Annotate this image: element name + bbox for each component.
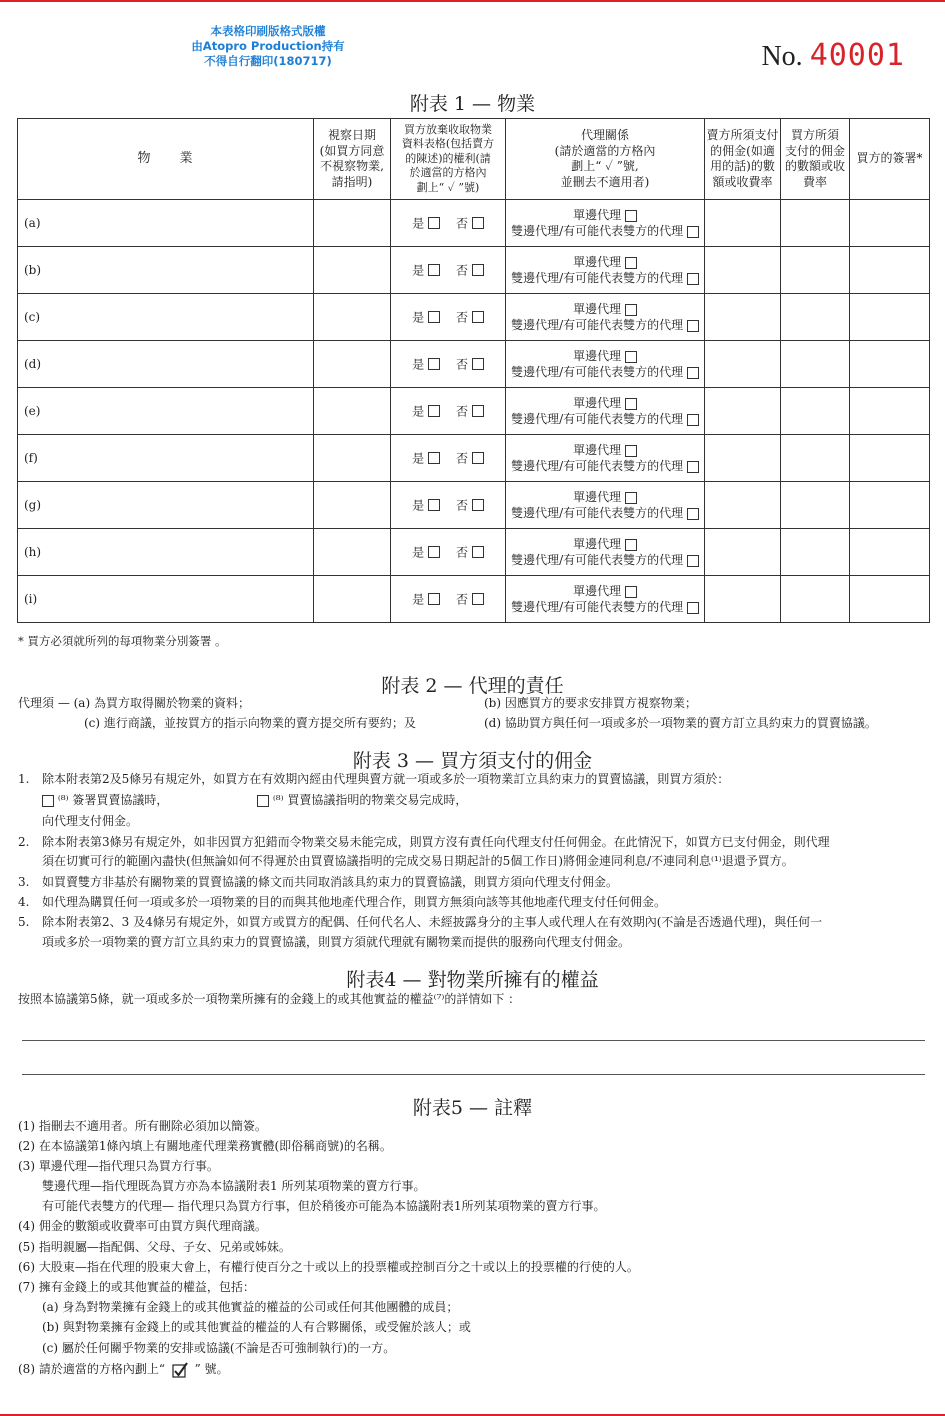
yes-label: 是 xyxy=(412,310,425,325)
seller-commission-cell[interactable] xyxy=(705,294,781,341)
waiver-cell xyxy=(391,482,506,529)
table-row xyxy=(18,435,930,482)
property-label: (a) xyxy=(18,200,314,247)
dual-agency-label: 雙邊代理/有可能代表雙方的代理 xyxy=(511,600,684,614)
document-number xyxy=(761,38,905,73)
schedule-1-footnote: * 買方必須就所列的每項物業分別簽署 。 xyxy=(18,634,227,648)
view-date-cell[interactable] xyxy=(314,247,391,294)
header-line: 買方所須 xyxy=(790,128,839,142)
single-agency-checkbox[interactable] xyxy=(625,210,637,222)
single-agency-label: 單邊代理 xyxy=(573,396,622,410)
yes-label: 是 xyxy=(412,498,425,513)
waiver-cell xyxy=(391,529,506,576)
no-label: 否 xyxy=(456,357,469,372)
agency-cell xyxy=(506,341,705,388)
property-label: (f) xyxy=(18,435,314,482)
no-checkbox[interactable] xyxy=(472,217,484,229)
header-line: 資料表格(包括賣方 xyxy=(401,137,495,151)
yes-label: 是 xyxy=(412,404,425,419)
header-line: 支付的佣金 xyxy=(784,143,845,158)
property-label: (e) xyxy=(18,388,314,435)
property-label: (d) xyxy=(18,341,314,388)
agency-cell xyxy=(506,200,705,247)
dual-agency-label: 雙邊代理/有可能代表雙方的代理 xyxy=(511,553,684,567)
duty-c: (c) 進行商議，並按買方的指示向物業的賣方提交所有要約；及 xyxy=(84,716,416,730)
duty-a: 代理須 — (a) 為買方取得關於物業的資料； xyxy=(18,696,250,710)
dual-agency-label: 雙邊代理/有可能代表雙方的代理 xyxy=(511,365,684,379)
waiver-cell xyxy=(391,341,506,388)
yes-checkbox[interactable] xyxy=(428,311,440,323)
header-line: 用的話)的數 xyxy=(710,159,775,173)
dual-agency-label: 雙邊代理/有可能代表雙方的代理 xyxy=(511,459,684,473)
no-label: 否 xyxy=(456,592,469,607)
table-row xyxy=(18,341,930,388)
table-header-row xyxy=(18,119,930,200)
view-date-cell[interactable] xyxy=(314,482,391,529)
note-8-text: (8) 請於適當的方格內劃上“ xyxy=(18,1362,165,1376)
yes-label: 是 xyxy=(412,545,425,560)
schedule-4-title: 附表4 — 對物業所擁有的權益 xyxy=(346,969,599,991)
document-number-label: No. xyxy=(761,41,803,72)
table-row xyxy=(18,294,930,341)
header-line: 額或收費率 xyxy=(712,174,773,189)
header-line: 賣方所須支付 xyxy=(706,128,779,142)
header-buyer-commission xyxy=(781,119,850,200)
document-number-value: 40001 xyxy=(809,38,905,73)
property-label: (c) xyxy=(18,294,314,341)
table-row xyxy=(18,388,930,435)
single-agency-label: 單邊代理 xyxy=(573,443,622,457)
header-line: 視察日期 xyxy=(327,128,376,142)
signature-cell[interactable] xyxy=(850,435,930,482)
single-agency-label: 單邊代理 xyxy=(573,349,622,363)
dual-agency-label: 雙邊代理/有可能代表雙方的代理 xyxy=(511,506,684,520)
waiver-cell xyxy=(391,294,506,341)
waiver-cell xyxy=(391,200,506,247)
dual-agency-label: 雙邊代理/有可能代表雙方的代理 xyxy=(511,271,684,285)
seller-commission-cell[interactable] xyxy=(705,529,781,576)
agency-cell xyxy=(506,247,705,294)
table-row xyxy=(18,529,930,576)
single-agency-checkbox[interactable] xyxy=(625,304,637,316)
agency-cell xyxy=(506,482,705,529)
dual-agency-label: 雙邊代理/有可能代表雙方的代理 xyxy=(511,318,684,332)
no-checkbox[interactable] xyxy=(472,452,484,464)
interest-entry-line[interactable] xyxy=(22,1040,925,1041)
clause-5-cont: 項或多於一項物業的賣方訂立具約束力的買賣協議，則買方須就代理就有關物業而提供的服務向代理支付佣金。 xyxy=(42,935,631,949)
copyright-line: 本表格印刷版格式版權 xyxy=(210,24,326,38)
option-on-completion xyxy=(257,791,467,810)
signature-cell[interactable] xyxy=(850,529,930,576)
agency-cell xyxy=(506,435,705,482)
note-8-text-end: ” 號。 xyxy=(194,1362,229,1376)
buyer-commission-cell[interactable] xyxy=(781,294,850,341)
table-row xyxy=(18,247,930,294)
no-label: 否 xyxy=(456,263,469,278)
agency-cell xyxy=(506,529,705,576)
dual-agency-checkbox[interactable] xyxy=(687,508,699,520)
buyer-commission-cell[interactable] xyxy=(781,482,850,529)
no-checkbox[interactable] xyxy=(472,358,484,370)
buyer-commission-cell[interactable] xyxy=(781,576,850,623)
agency-cell xyxy=(506,388,705,435)
no-checkbox[interactable] xyxy=(472,499,484,511)
clause-4: 如代理為購買任何一項或多於一項物業的目的而與其他地產代理合作，則買方無須向該等其他地產代理支付任何佣金。 xyxy=(42,895,667,909)
yes-checkbox[interactable] xyxy=(428,264,440,276)
header-line: 的數額或收 xyxy=(784,159,845,173)
header-line: 代理關係 xyxy=(580,128,629,142)
note-2: (2) 在本協議第1條內填上有關地產代理業務實體(即俗稱商號)的名稱。 xyxy=(18,1139,392,1153)
copyright-line: 不得自行翻印(180717) xyxy=(204,54,332,68)
buyer-commission-cell[interactable] xyxy=(781,388,850,435)
signing-checkbox[interactable] xyxy=(42,795,54,807)
duty-b: (b) 因應買方的要求安排買方視察物業； xyxy=(484,696,697,710)
note-5: (5) 指明親屬—指配偶、父母、子女、兄弟或姊妹。 xyxy=(18,1240,291,1254)
header-line: 於適當的方格內 xyxy=(409,166,487,180)
note-1: (1) 指刪去不適用者。所有刪除必須加以簡簽。 xyxy=(18,1119,267,1133)
duty-d: (d) 協助買方與任何一項或多於一項物業的賣方訂立具約束力的買賣協議。 xyxy=(484,716,877,730)
single-agency-label: 單邊代理 xyxy=(573,490,622,504)
header-line: 的佣金(如適 xyxy=(710,143,775,158)
no-checkbox[interactable] xyxy=(472,593,484,605)
yes-checkbox[interactable] xyxy=(428,499,440,511)
single-agency-checkbox[interactable] xyxy=(625,445,637,457)
copyright-line: 由Atopro Production持有 xyxy=(191,39,345,53)
no-checkbox[interactable] xyxy=(472,546,484,558)
property-table xyxy=(17,118,930,623)
schedule-2-title: 附表 2 — 代理的責任 xyxy=(381,675,564,697)
yes-label: 是 xyxy=(412,216,425,231)
agency-cell xyxy=(506,576,705,623)
header-line: (如買方同意 xyxy=(319,143,385,158)
seller-commission-cell[interactable] xyxy=(705,435,781,482)
note-3-dual: 雙邊代理—指代理既為買方亦為本協議附表1 所列某項物業的賣方行事。 xyxy=(42,1179,426,1193)
no-label: 否 xyxy=(456,310,469,325)
no-checkbox[interactable] xyxy=(472,311,484,323)
dual-agency-checkbox[interactable] xyxy=(687,226,699,238)
note-3-potential-dual: 有可能代表雙方的代理— 指代理只為買方行事，但於稍後亦可能為本協議附表1所列某項物業的賣方行事。 xyxy=(42,1199,606,1213)
header-view-date xyxy=(314,119,391,200)
schedule-5-title: 附表5 — 註釋 xyxy=(412,1097,533,1119)
note-7: (7) 擁有金錢上的或其他實益的權益，包括： xyxy=(18,1280,255,1294)
yes-checkbox[interactable] xyxy=(428,452,440,464)
dual-agency-checkbox[interactable] xyxy=(687,273,699,285)
copyright-notice xyxy=(168,24,368,69)
header-line: 費率 xyxy=(802,174,827,189)
waiver-cell xyxy=(391,388,506,435)
no-checkbox[interactable] xyxy=(472,405,484,417)
dual-agency-checkbox[interactable] xyxy=(687,555,699,567)
schedule-3-title: 附表 3 — 買方須支付的佣金 xyxy=(352,750,593,772)
single-agency-checkbox[interactable] xyxy=(625,351,637,363)
clause-number: 5. xyxy=(18,915,30,929)
table-row xyxy=(18,200,930,247)
single-agency-label: 單邊代理 xyxy=(573,537,622,551)
signature-cell[interactable] xyxy=(850,388,930,435)
header-line: 劃上“ ✓ ”號) xyxy=(416,180,480,194)
dual-agency-label: 雙邊代理/有可能代表雙方的代理 xyxy=(511,412,684,426)
seller-commission-cell[interactable] xyxy=(705,576,781,623)
header-line: 並刪去不適用者) xyxy=(560,174,650,189)
yes-checkbox[interactable] xyxy=(428,217,440,229)
signature-cell[interactable] xyxy=(850,576,930,623)
view-date-cell[interactable] xyxy=(314,529,391,576)
clause-number: 4. xyxy=(18,895,30,909)
header-waiver xyxy=(391,119,506,200)
waiver-cell xyxy=(391,247,506,294)
header-line: 買方放棄收取物業 xyxy=(404,122,492,136)
seller-commission-cell[interactable] xyxy=(705,341,781,388)
schedule-1-title: 附表 1 — 物業 xyxy=(409,93,536,115)
yes-label: 是 xyxy=(412,263,425,278)
property-label: (g) xyxy=(18,482,314,529)
property-label: (b) xyxy=(18,247,314,294)
header-line: 請指明) xyxy=(331,174,373,189)
top-border-line xyxy=(0,0,945,2)
no-label: 否 xyxy=(456,451,469,466)
single-agency-checkbox[interactable] xyxy=(625,492,637,504)
waiver-cell xyxy=(391,435,506,482)
property-label: (i) xyxy=(18,576,314,623)
seller-commission-cell[interactable] xyxy=(705,482,781,529)
header-line: 不視察物業, xyxy=(320,159,384,173)
buyer-commission-cell[interactable] xyxy=(781,200,850,247)
waiver-cell xyxy=(391,576,506,623)
header-line: (請於適當的方格內 xyxy=(554,143,656,158)
header-seller-commission xyxy=(705,119,781,200)
buyer-commission-cell[interactable] xyxy=(781,435,850,482)
agency-cell xyxy=(506,294,705,341)
option-on-signing-label: ⁽⁸⁾ 簽署買賣協議時， xyxy=(57,793,169,807)
header-line: 的陳述)的權利(請 xyxy=(405,151,491,165)
yes-label: 是 xyxy=(412,451,425,466)
note-3: (3) 單邊代理—指代理只為買方行事。 xyxy=(18,1159,219,1173)
view-date-cell[interactable] xyxy=(314,294,391,341)
property-label: (h) xyxy=(18,529,314,576)
signature-cell[interactable] xyxy=(850,482,930,529)
no-label: 否 xyxy=(456,545,469,560)
clause-5: 除本附表第2、3 及4條另有規定外，如買方或買方的配偶、任何代名人、未經披露身分的主事人或代理人在有效期內(不論是否透過代理)，與任何一 xyxy=(42,915,823,929)
view-date-cell[interactable] xyxy=(314,435,391,482)
clause-2-cont: 須在切實可行的範圍內盡快(但無論如何不得遲於由買賣協議指明的完成交易日期起計的5個工作日)將佣金連同利息/不連同利息⁽¹⁾退還予買方。 xyxy=(42,854,794,868)
note-4: (4) 佣金的數額或收費率可由買方與代理商議。 xyxy=(18,1219,267,1233)
signature-cell[interactable] xyxy=(850,341,930,388)
no-label: 否 xyxy=(456,404,469,419)
header-agency xyxy=(506,119,705,200)
yes-label: 是 xyxy=(412,592,425,607)
dual-agency-checkbox[interactable] xyxy=(687,461,699,473)
yes-label: 是 xyxy=(412,357,425,372)
note-7a: (a) 身為對物業擁有金錢上的或其他實益的權益的公司或任何其他團體的成員； xyxy=(42,1300,459,1314)
dual-agency-checkbox[interactable] xyxy=(687,367,699,379)
yes-checkbox[interactable] xyxy=(428,405,440,417)
table-row xyxy=(18,482,930,529)
header-signature: 買方的簽署* xyxy=(850,119,930,200)
seller-commission-cell[interactable] xyxy=(705,388,781,435)
view-date-cell[interactable] xyxy=(314,576,391,623)
single-agency-label: 單邊代理 xyxy=(573,302,622,316)
no-label: 否 xyxy=(456,498,469,513)
dual-agency-checkbox[interactable] xyxy=(687,320,699,332)
view-date-cell[interactable] xyxy=(314,341,391,388)
clause-2: 除本附表第3條另有規定外，如非因買方犯錯而令物業交易未能完成，則買方沒有責任向代理支付任何佣金。在此情況下，如買方已支付佣金，則代理 xyxy=(42,835,830,849)
no-checkbox[interactable] xyxy=(472,264,484,276)
yes-checkbox[interactable] xyxy=(428,593,440,605)
header-property: 物 業 xyxy=(18,119,314,200)
dual-agency-checkbox[interactable] xyxy=(687,602,699,614)
view-date-cell[interactable] xyxy=(314,200,391,247)
dual-agency-checkbox[interactable] xyxy=(687,414,699,426)
dual-agency-label: 雙邊代理/有可能代表雙方的代理 xyxy=(511,224,684,238)
single-agency-label: 單邊代理 xyxy=(573,208,622,222)
clause-number: 2. xyxy=(18,835,30,849)
clause-1: 除本附表第2及5條另有規定外，如買方在有效期內經由代理與賣方就一項或多於一項物業訂立具約束力的買賣協議，則買方須於： xyxy=(42,772,730,786)
single-agency-checkbox[interactable] xyxy=(625,539,637,551)
note-7b: (b) 與對物業擁有金錢上的或其他實益的權益的人有合夥關係，或受僱於該人；或 xyxy=(42,1320,471,1334)
single-agency-checkbox[interactable] xyxy=(625,586,637,598)
no-label: 否 xyxy=(456,216,469,231)
seller-commission-cell[interactable] xyxy=(705,247,781,294)
option-on-completion-label: ⁽⁸⁾ 買賣協議指明的物業交易完成時， xyxy=(272,793,468,807)
clause-3: 如買賣雙方非基於有關物業的買賣協議的條文而共同取消該具約束力的買賣協議，則買方須向代理支付佣金。 xyxy=(42,875,619,889)
clause-number: 3. xyxy=(18,875,30,889)
buyer-commission-cell[interactable] xyxy=(781,341,850,388)
buyer-commission-cell[interactable] xyxy=(781,529,850,576)
note-7c: (c) 屬於任何關乎物業的安排或協議(不論是否可強制執行)的一方。 xyxy=(42,1341,396,1355)
note-6: (6) 大股東—指在代理的股東大會上，有權行使百分之十或以上的投票權或控制百分之十或以上的投票權的行使的人。 xyxy=(18,1260,639,1274)
checked-box-icon xyxy=(172,1362,188,1378)
signature-cell[interactable] xyxy=(850,247,930,294)
yes-checkbox[interactable] xyxy=(428,358,440,370)
single-agency-label: 單邊代理 xyxy=(573,584,622,598)
option-on-signing xyxy=(42,791,168,810)
completion-checkbox[interactable] xyxy=(257,795,269,807)
single-agency-checkbox[interactable] xyxy=(625,257,637,269)
yes-checkbox[interactable] xyxy=(428,546,440,558)
header-line: 劃上“ ✓ ”號, xyxy=(571,159,639,173)
view-date-cell[interactable] xyxy=(314,388,391,435)
note-8 xyxy=(18,1360,229,1379)
clause-number: 1. xyxy=(18,772,30,786)
seller-commission-cell[interactable] xyxy=(705,200,781,247)
signature-cell[interactable] xyxy=(850,294,930,341)
buyer-commission-cell[interactable] xyxy=(781,247,850,294)
clause-1-end: 向代理支付佣金。 xyxy=(42,814,139,828)
single-agency-label: 單邊代理 xyxy=(573,255,622,269)
signature-cell[interactable] xyxy=(850,200,930,247)
single-agency-checkbox[interactable] xyxy=(625,398,637,410)
interest-entry-line[interactable] xyxy=(22,1074,925,1075)
table-row xyxy=(18,576,930,623)
interest-intro: 按照本協議第5條，就一項或多於一項物業所擁有的金錢上的或其他實益的權益⁽⁷⁾的詳情如下 ： xyxy=(18,992,521,1006)
